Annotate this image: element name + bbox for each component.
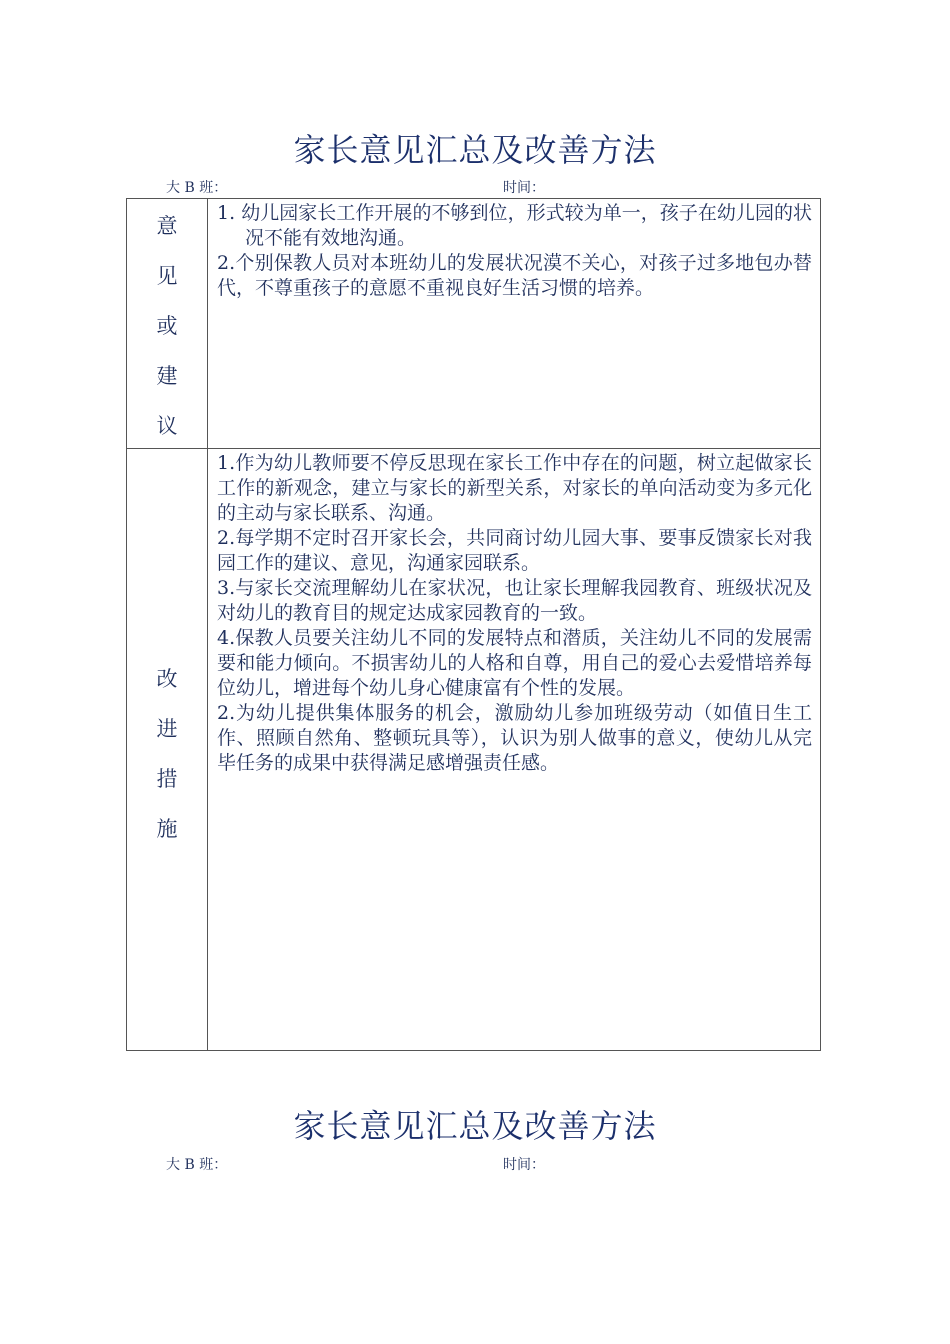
measure-label-char: 施 [156, 816, 178, 841]
opinion-content-cell [217, 201, 812, 301]
opinion-label-char: 见 [156, 264, 178, 288]
opinion-row [127, 199, 820, 449]
opinion-label-char: 意 [156, 214, 178, 238]
opinion-item: 1. 幼儿园家长工作开展的不够到位，形式较为单一，孩子在幼儿园的状况不能有效地沟通。 [217, 202, 812, 249]
time-label: 时间： [503, 1157, 545, 1173]
measure-label-char: 进 [156, 716, 178, 741]
opinion-label-cell [127, 199, 208, 448]
measure-item: 2.每学期不定时召开家长会，共同商讨幼儿园大事、要事反馈家长对我园工作的建议、意见，沟通家园联系。 [217, 527, 812, 574]
measure-content-cell [217, 451, 812, 776]
meta-line [0, 177, 950, 197]
measure-label-char: 措 [156, 766, 178, 791]
opinion-label-char: 议 [156, 414, 178, 438]
measure-item: 2.为幼儿提供集体服务的机会，激励幼儿参加班级劳动（如值日生工作、照顾自然角、整顿玩具等），认识为别人做事的意义，使幼儿从完毕任务的成果中获得满足感增强责任感。 [217, 702, 812, 774]
measure-row [127, 449, 820, 1050]
page-title: 家长意见汇总及改善方法 [293, 1107, 657, 1145]
class-label: 大 B 班： [166, 180, 228, 196]
measure-item: 3.与家长交流理解幼儿在家状况，也让家长理解我园教育、班级状况及对幼儿的教育目的规定达成家园教育的一致。 [217, 577, 812, 624]
opinion-item: 2.个别保教人员对本班幼儿的发展状况漠不关心，对孩子过多地包办替代，不尊重孩子的意愿不重视良好生活习惯的培养。 [217, 252, 812, 299]
measure-label-char: 改 [156, 666, 178, 691]
measure-label-cell [127, 449, 208, 1050]
measure-item: 1.作为幼儿教师要不停反思现在家长工作中存在的问题，树立起做家长工作的新观念，建立与家长的新型关系，对家长的单向活动变为多元化的主动与家长联系、沟通。 [217, 452, 812, 524]
feedback-table [126, 198, 821, 1051]
opinion-label-char: 或 [156, 314, 178, 338]
opinion-label-char: 建 [156, 364, 178, 388]
page-title: 家长意见汇总及改善方法 [293, 131, 657, 169]
meta-line [0, 1154, 950, 1174]
time-label: 时间： [503, 180, 545, 196]
measure-item: 4.保教人员要关注幼儿不同的发展特点和潜质，关注幼儿不同的发展需要和能力倾向。不损害幼儿的人格和自尊，用自己的爱心去爱惜培养每位幼儿，增进每个幼儿身心健康富有个性的发展。 [217, 627, 812, 699]
class-label: 大 B 班： [166, 1157, 228, 1173]
